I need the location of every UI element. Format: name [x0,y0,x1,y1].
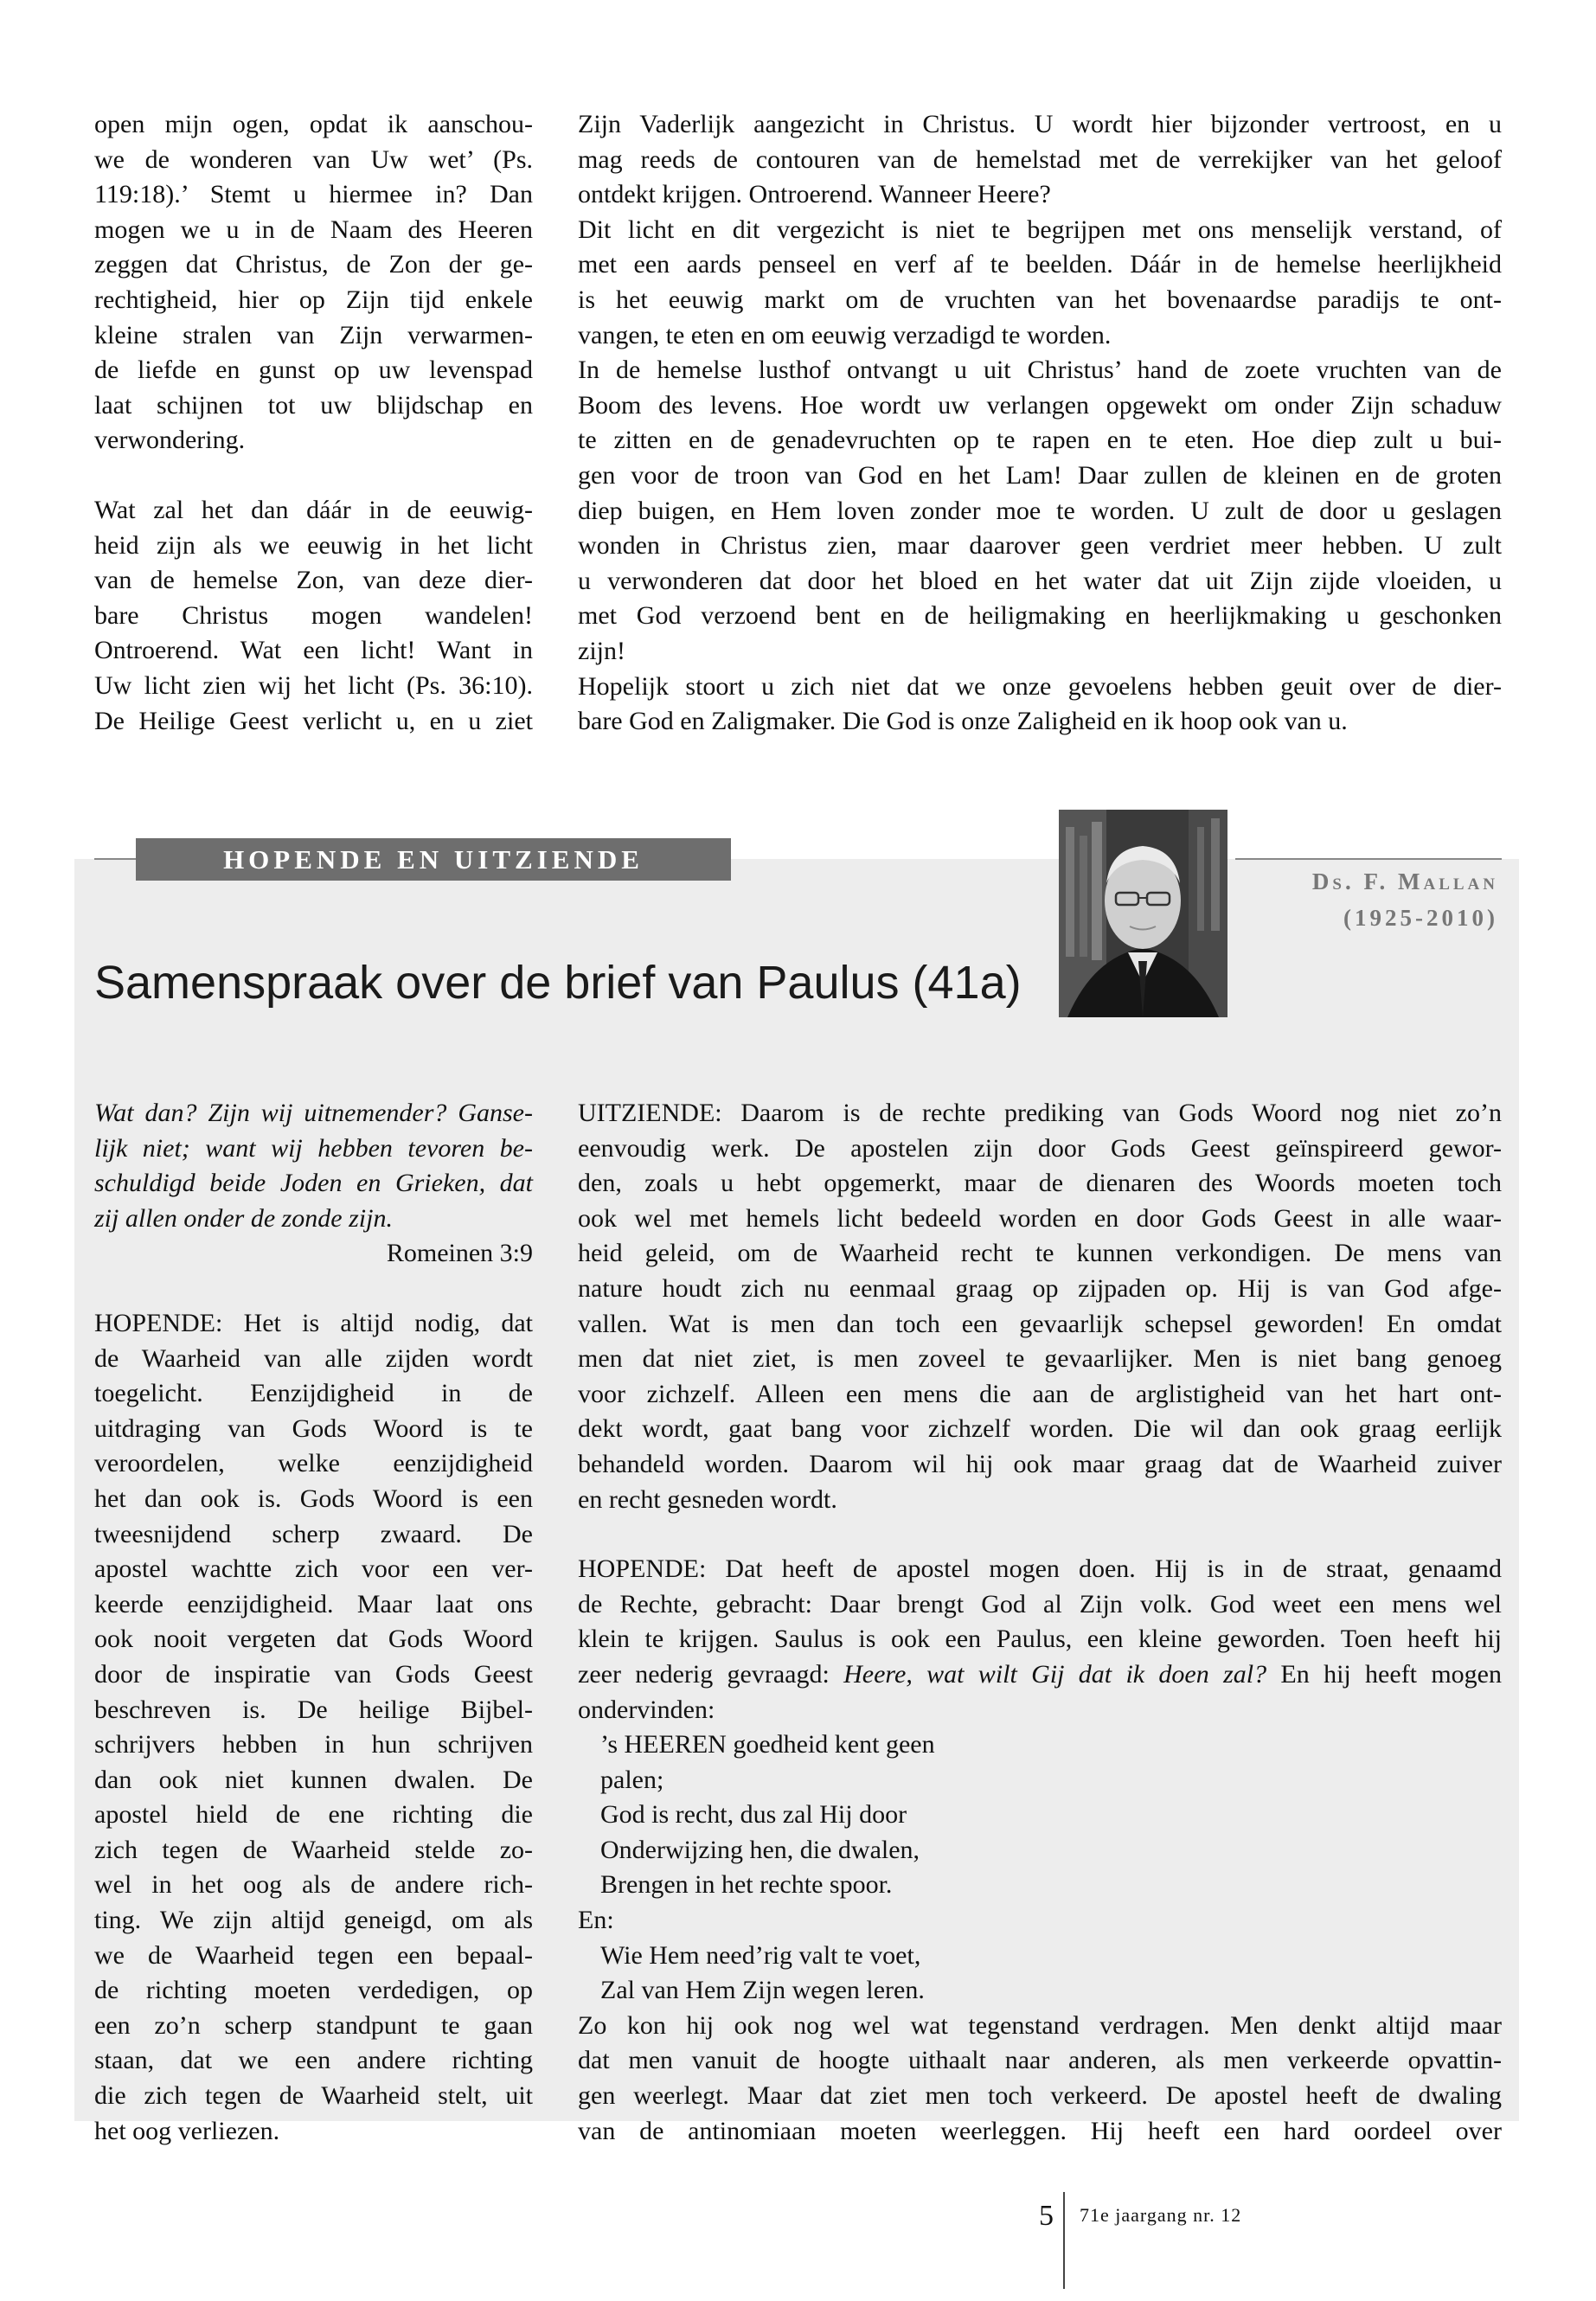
text-line: u verwonderen dat door het bloed en het water dat uit Zijn zijde vloeiden, u [578,566,1502,595]
text-line: Boom des levens. Hoe wordt uw verlangen opgewekt om onder Zijn schaduw [578,390,1502,420]
top-right-text [578,107,1502,740]
text-line: gen weerlegt. Maar dat ziet men toch verkeerd. De apostel heeft de dwaling [578,2081,1502,2111]
text-line: ook wel met hemels licht bedeeld worden en door Gods Geest in alle waar- [578,1203,1502,1233]
author-name: Ds. F. Mallan [1311,868,1498,894]
verse-line: ’s HEEREN goedheid kent geen [600,1730,935,1759]
text-line: een zo’n scherp standpunt te gaan [94,2010,533,2040]
paragraph-gap [94,1272,533,1306]
author-years: (1925-2010) [1343,905,1498,931]
psalm-verse-1 [578,1727,1502,1903]
uitziende-paragraph [578,1096,1502,1517]
issue-info: 71e jaargang nr. 12 [1080,2204,1242,2226]
text-line: bare God en Zaligmaker. Die God is onze Zaligheid en ik hoop ook van u. [578,707,1348,736]
text-line: lijk niet; want wij hebben tevoren be- [94,1133,533,1163]
text-line: we de wonderen van Uw wet’ (Ps. [94,144,533,174]
text-line: met een aards penseel en verf af te beelden. Dáár in de hemelse heerlijkheid [578,250,1502,279]
psalm-verse-2 [578,1939,1502,2009]
text-line: wel in het oog als de andere rich- [94,1870,533,1900]
text-line: van de hemelse Zon, van deze dier- [94,566,533,595]
text-line: vangen, te eten en om eeuwig verzadigd te worden. [578,320,1112,349]
text-line: het dan ook is. Gods Woord is een [94,1484,533,1513]
text-line: toegelicht. Eenzijdigheid in de [94,1379,533,1408]
text-line: schrijvers hebben in hun schrijven [94,1730,533,1759]
text-line: nature houdt zich nu eenmaal graag op zijpaden op. Hij is van God afge- [578,1273,1502,1303]
text-line: men dat niet ziet, is men zoveel te gevaarlijker. Men is niet bang genoeg [578,1344,1502,1374]
text-line: vallen. Wat is men dan toch een gevaarlijk schepsel geworden! En omdat [578,1309,1502,1338]
text-line: en recht gesneden wordt. [578,1484,837,1514]
text-line: staan, dat we een andere richting [94,2046,533,2075]
text-line: wonden in Christus zien, maar daarover geen verdriet meer hebben. U zult [578,531,1502,561]
text-line: den, zoals u hebt opgemerkt, maar de dienaren des Woords moeten toch [578,1169,1502,1198]
text-line: dan ook niet kunnen dwalen. De [94,1765,533,1794]
verse-line: Brengen in het rechte spoor. [600,1870,893,1900]
en-label: En: [578,1906,614,1935]
text-line: Zijn Vaderlijk aangezicht in Christus. U wordt hier bijzonder vertroost, en u [578,110,1502,138]
verse-line: Zal van Hem Zijn wegen leren. [600,1976,925,2005]
text-line: veroordelen, welke eenzijdigheid [94,1449,533,1478]
hopende-paragraph-2 [578,1552,1502,1657]
scripture-quote [94,1096,533,1236]
footer-separator [1063,2192,1065,2289]
text-line: De Heilige Geest verlicht u, en u ziet [94,706,533,735]
text-line: heid zijn als we eeuwig in het licht [94,530,533,560]
text-line: Zo kon hij ook nog wel wat tegenstand verdragen. Men denkt altijd maar [578,2010,1502,2040]
text-line: tweesnijdend scherp zwaard. De [94,1519,533,1548]
text-line: voor zichzelf. Alleen een mens die aan de arglistigheid van het hart ont- [578,1379,1502,1408]
text-line: ontdekt krijgen. Ontroerend. Wanneer Heere? [578,180,1051,209]
text-line: rechtigheid, hier op Zijn tijd enkele [94,285,533,314]
text-line: de Waarheid van alle zijden wordt [94,1343,533,1373]
text-line: heid geleid, om de Waarheid recht te kunnen verkondigen. De mens van [578,1239,1502,1268]
paragraph-gap [94,458,533,493]
italic-quote: Heere, wat wilt Gij dat ik doen zal? [843,1659,1267,1689]
text-line: zij allen onder de zonde zijn. [94,1203,393,1233]
top-left-column [94,107,533,739]
text-line: In de hemelse lusthof ontvangt u uit Christus’ hand de zoete vruchten van de [578,356,1502,385]
top-left-paragraph-2 [94,493,533,739]
text-line-mixed [578,1657,1502,1693]
text-line: zijn! [578,636,625,665]
text-line: mogen we u in de Naam des Heeren [94,215,533,244]
text-line: de liefde en gunst op uw levenspad [94,356,533,385]
text-segment: zeer nederig gevraagd: [578,1659,844,1689]
text-line: te zitten en de genadevruchten op te rapen en te eten. Hoe diep zult u bui- [578,426,1502,455]
text-line: Uw licht zien wij het licht (Ps. 36:10). [94,670,533,700]
text-line: klein te krijgen. Saulus is ook een Paulus, een kleine geworden. Toen heeft hij [578,1625,1502,1654]
text-line: open mijn ogen, opdat ik aanschou- [94,110,533,138]
page-number: 5 [1039,2200,1054,2232]
author-portrait [1059,810,1227,1017]
text-line: gen voor de troon van God en het Lam! Daar zullen de kleinen en de groten [578,460,1502,490]
text-line: bare Christus mogen wandelen! [94,600,533,630]
text-line: Dit licht en dit vergezicht is niet te begrijpen met ons menselijk verstand, of [578,215,1502,244]
text-line: schuldigd beide Joden en Grieken, dat [94,1169,533,1198]
text-line: laat schijnen tot uw blijdschap en [94,390,533,420]
text-line: met God verzoend bent en de heiligmaking en heerlijkmaking u geschonken [578,601,1502,631]
bottom-right-column [578,1096,1502,2149]
author-portrait-image [1059,810,1227,1017]
text-line: ondervinden: [578,1695,715,1724]
header-rule-left [94,858,139,860]
text-line: eenvoudig werk. De apostelen zijn door Gods Geest geïnspireerd gewor- [578,1133,1502,1163]
scripture-reference: Romeinen 3:9 [386,1239,533,1268]
text-line: de Rechte, gebracht: Daar brengt God al Zijn volk. God weet een mens wel [578,1589,1502,1618]
verse-line: God is recht, dus zal Hij door [600,1800,907,1830]
text-line: beschreven is. De heilige Bijbel- [94,1695,533,1724]
text-line: Hopelijk stoort u zich niet dat we onze gevoelens hebben geuit over de dier- [578,671,1502,701]
text-line: Wat dan? Zijn wij uitnemender? Ganse- [94,1099,533,1127]
text-line: we de Waarheid tegen een bepaal- [94,1940,533,1970]
hopende-paragraph-1 [94,1306,533,2149]
author-byline [1228,863,1498,936]
paragraph-gap [578,1517,1502,1552]
text-line: UITZIENDE: Daarom is de rechte prediking van Gods Woord nog niet zo’n [578,1099,1502,1127]
text-line: diep buigen, en Hem loven zonder moe te worden. U zult de door u geslagen [578,496,1502,525]
text-line: is het eeuwig markt om de vruchten van het bovenaardse paradijs te ont- [578,285,1502,314]
text-line: zich tegen de Waarheid stelde zo- [94,1835,533,1864]
text-line: apostel hield de ene richting die [94,1800,533,1830]
text-line: van de antinomiaan moeten weerleggen. Hij heeft een hard oordeel over [578,2116,1502,2145]
text-line: ook nooit vergeten dat Gods Woord [94,1625,533,1654]
text-line: Ontroerend. Wat een licht! Want in [94,636,533,665]
text-line: zeggen dat Christus, de Zon der ge- [94,250,533,279]
text-line: uitdraging van Gods Woord is te [94,1413,533,1443]
verse-line: Onderwijzing hen, die dwalen, [600,1835,920,1864]
text-line: keerde eenzijdigheid. Maar laat ons [94,1589,533,1618]
text-line: ting. We zijn altijd geneigd, om als [94,1906,533,1935]
text-line: apostel wachtte zich voor een ver- [94,1554,533,1584]
text-line: HOPENDE: Dat heeft de apostel mogen doen. Hij is in de straat, genaamd [578,1554,1502,1584]
text-line: dekt wordt, gaat bang voor zichzelf worden. Die wil dan ook graag eerlijk [578,1414,1502,1444]
top-left-paragraph-1 [94,107,533,458]
closing-paragraph [578,2009,1502,2149]
top-right-column [578,107,1502,740]
verse-line: palen; [600,1765,664,1794]
text-line: kleine stralen van Zijn verwarmen- [94,320,533,349]
column-title: HOPENDE EN UITZIENDE [136,838,731,881]
text-line: het oog verliezen. [94,2116,280,2145]
text-line: dat men vanuit de hoogte uithaalt naar anderen, als men verkeerde opvattin- [578,2046,1502,2075]
verse-line: Wie Hem need’rig valt te voet, [600,1940,921,1970]
bottom-left-column [94,1096,533,2149]
text-line: HOPENDE: Het is altijd nodig, dat [94,1308,533,1337]
text-segment: En hij heeft mogen [1266,1659,1502,1689]
text-line: 119:18).’ Stemt u hiermee in? Dan [94,180,533,209]
text-line: mag reeds de contouren van de hemelstad met de verrekijker van het geloof [578,144,1502,174]
text-line: die zich tegen de Waarheid stelt, uit [94,2081,533,2111]
text-line: Wat zal het dan dáár in de eeuwig- [94,495,533,524]
text-line: behandeld worden. Daarom wil hij ook maar graag dat de Waarheid zuiver [578,1449,1502,1478]
text-line: door de inspiratie van Gods Geest [94,1659,533,1689]
header-rule-right [1235,858,1502,860]
text-line: verwondering. [94,426,246,455]
article-title: Samenspraak over de brief van Paulus (41a) [94,957,1022,1009]
text-line: de richting moeten verdedigen, op [94,1976,533,2005]
